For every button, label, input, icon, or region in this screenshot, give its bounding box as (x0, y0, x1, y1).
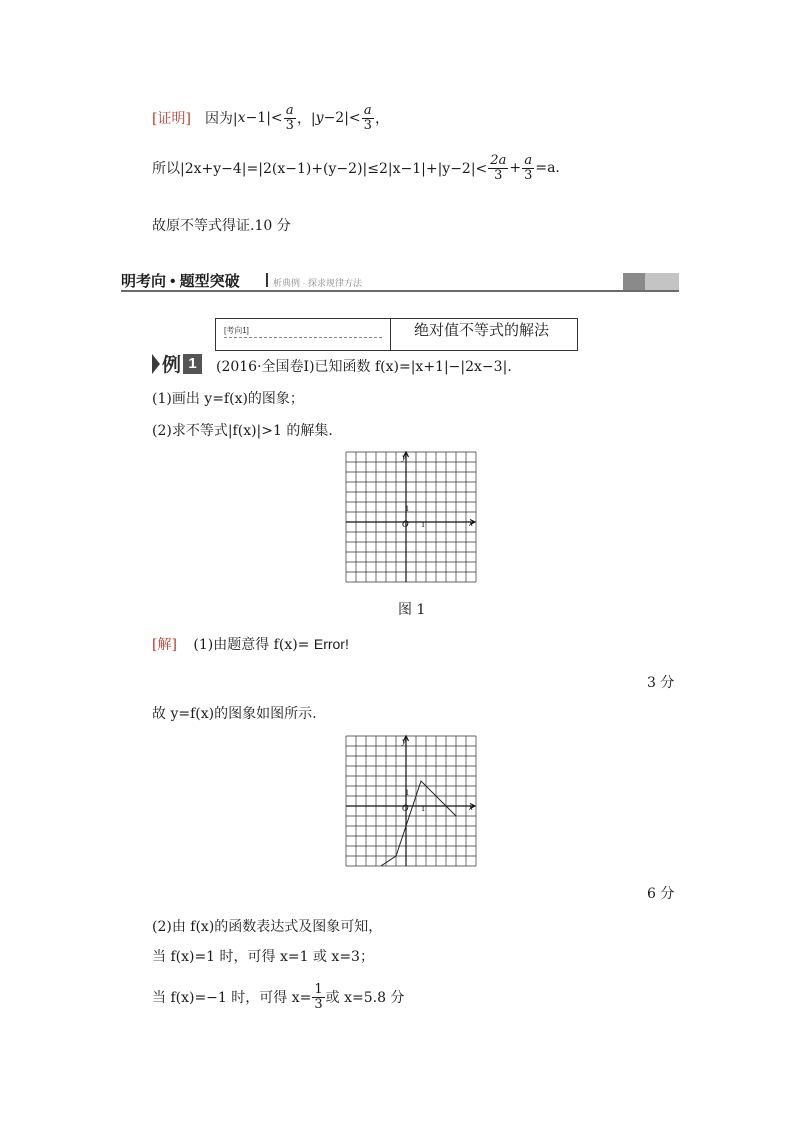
solution-line-4: 当 f(x)=1 时，可得 x=1 或 x=3； (152, 949, 374, 965)
example-statement: (2016·全国卷Ⅰ)已知函数 f(x)=|x+1|−|2x−3|. (216, 359, 512, 375)
proof-line2-end: =a. (535, 160, 560, 176)
fraction-a-over-3 (284, 104, 296, 132)
solution-line5-prefix: 当 f(x)=−1 时，可得 x= (152, 990, 312, 1006)
proof-conclusion: 故原不等式得证.10 分 (152, 218, 291, 234)
x-axis (346, 520, 475, 525)
frac-num: a (524, 152, 533, 168)
section-title: 明考向 • 题型突破 (121, 273, 240, 290)
frac-num: 1 (314, 981, 323, 997)
example-number: 1 (183, 354, 202, 374)
fraction-1-over-3 (312, 983, 324, 1011)
section-subtitle: 析典例 · 探求规律方法 (273, 278, 362, 288)
x-axis-label: x (469, 802, 473, 812)
frac-num: 2a (490, 152, 507, 168)
proof-text-c: ，| (296, 111, 316, 127)
x-axis-label: x (469, 518, 473, 528)
y-tick-one: 1 (405, 788, 409, 797)
section-bar-block-light (645, 273, 679, 290)
topic-box-divider (390, 318, 391, 351)
fraction-a-over-3-b (362, 104, 374, 132)
y-axis-label: y (402, 452, 406, 462)
frac-den: 3 (285, 117, 294, 133)
topic-tag: [考向1] (224, 326, 249, 335)
frac-num: a (285, 102, 294, 118)
proof-text-b: −1|< (245, 110, 283, 126)
solution-line5-suffix: 或 x=5.8 分 (325, 990, 405, 1006)
example-arrow-icon (152, 354, 160, 374)
solution-line-1 (152, 634, 349, 654)
solution-line-5 (152, 977, 404, 1017)
example-label: 例 (162, 355, 182, 376)
example-badge (152, 350, 202, 377)
function-polyline (381, 781, 456, 866)
score-6: 6 分 (647, 886, 675, 902)
y-axis-label: y (402, 736, 406, 746)
score-3: 3 分 (647, 675, 675, 691)
grid-lines (346, 736, 476, 866)
proof-plus: + (509, 160, 522, 176)
y-axis (404, 452, 409, 582)
fraction-2a-over-3 (488, 154, 508, 182)
origin-label: O (402, 803, 409, 813)
origin-label: O (402, 519, 409, 529)
solution-line-2: 故 y=f(x)的图象如图所示. (152, 706, 317, 722)
figure-1-caption: 图 1 (398, 602, 426, 618)
example-question-2: (2)求不等式|f(x)|>1 的解集. (152, 423, 333, 439)
proof-var-x: x (237, 110, 246, 126)
proof-var-y: y (315, 110, 324, 126)
proof-line2-text: 所以|2x+y−4|=|2(x−1)+(y−2)|≤2|x−1|+|y−2|< (152, 161, 488, 177)
proof-text-a: 因为| (204, 111, 238, 127)
proof-line-1 (152, 100, 389, 136)
topic-title: 绝对值不等式的解法 (414, 322, 550, 339)
x-tick-one: 1 (421, 804, 425, 813)
frac-den: 3 (314, 996, 323, 1012)
proof-text-e: ， (374, 111, 389, 127)
frac-den: 3 (363, 117, 372, 133)
section-rule (121, 290, 679, 292)
figure-1-grid (344, 450, 478, 584)
topic-dash-line (224, 337, 382, 338)
frac-den: 3 (524, 167, 533, 183)
example-question-1: (1)画出 y=f(x)的图象； (152, 391, 304, 407)
frac-den: 3 (494, 167, 503, 183)
x-tick-one: 1 (421, 520, 425, 529)
section-bar-block-dark (623, 273, 645, 290)
figure-2-graph (344, 734, 478, 868)
solution-line-3: (2)由 f(x)的函数表达式及图象可知， (152, 919, 383, 935)
grid-lines (346, 452, 476, 582)
proof-text-d: −2|< (323, 110, 361, 126)
proof-line-2 (152, 148, 560, 188)
x-axis (346, 804, 475, 809)
proof-tag: [证明] (152, 111, 191, 127)
fraction-a-over-3-c (522, 154, 534, 182)
solution-tag: [解] (152, 637, 177, 653)
frac-num: a (363, 102, 372, 118)
solution-error-text: Error! (313, 636, 349, 652)
solution-line1-text: (1)由题意得 f(x)= (193, 637, 310, 653)
section-divider-mark (266, 273, 268, 287)
y-axis (404, 736, 409, 866)
y-tick-one: 1 (405, 504, 409, 513)
